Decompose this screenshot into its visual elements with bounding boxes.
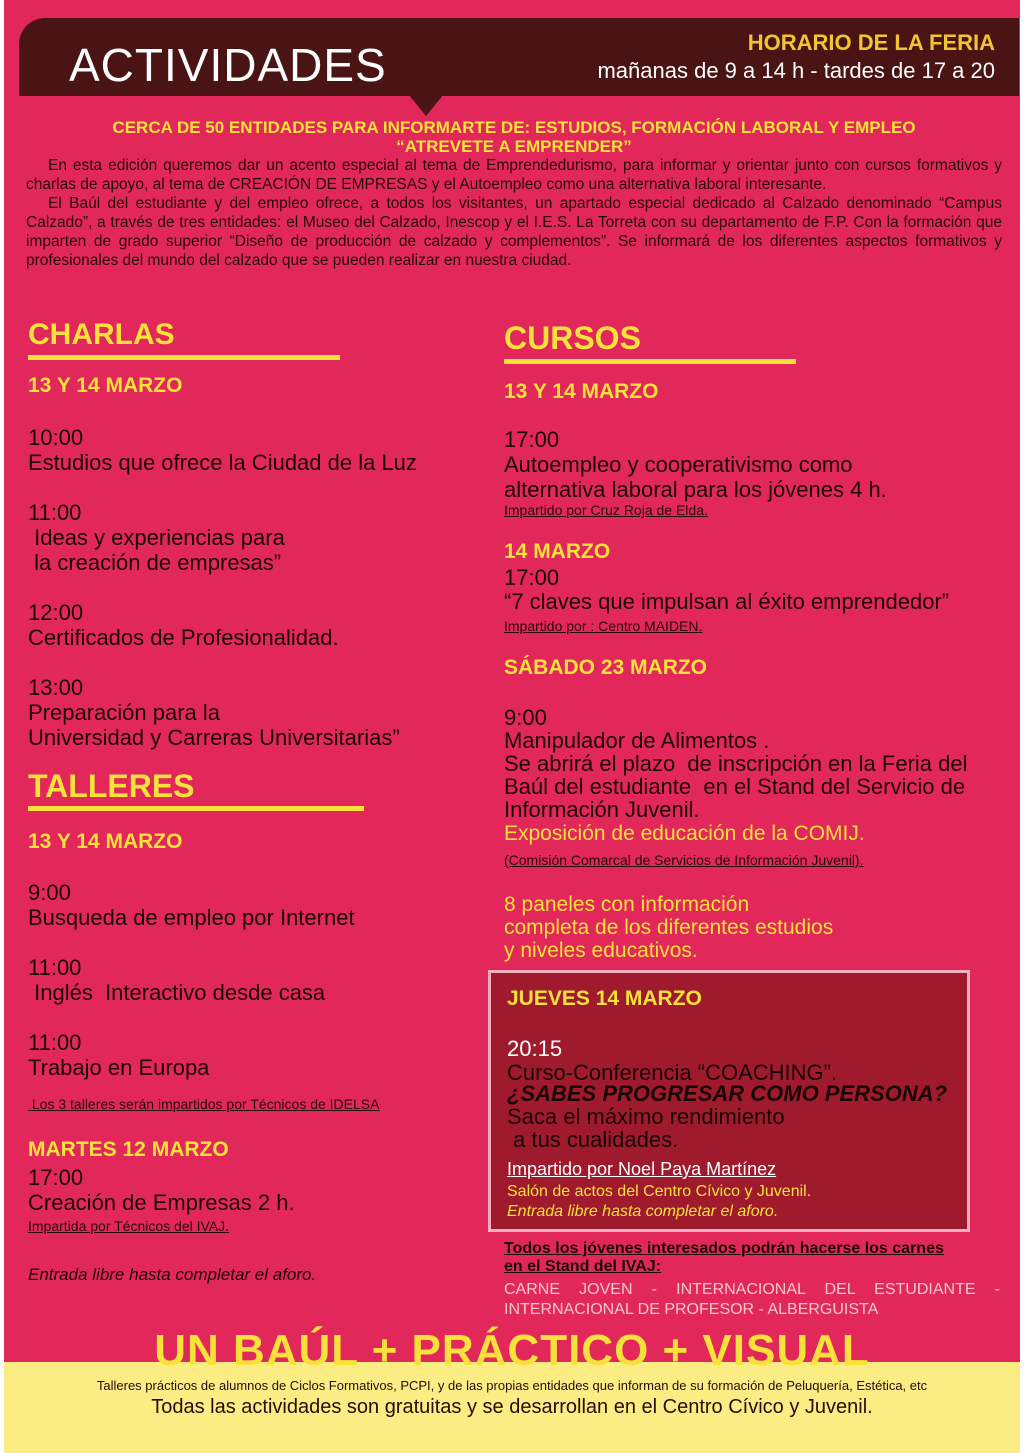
taller-text-3: Trabajo en Europa (28, 1055, 210, 1080)
header-banner (19, 18, 1019, 96)
carnes-list: CARNE JOVEN - INTERNACIONAL DEL ESTUDIANTE - INTERNACIONAL DE PROFESOR - ALBERGUISTA (504, 1281, 1000, 1318)
curso-note-1: Impartido por Cruz Roja de Elda. (504, 502, 708, 518)
box-salon: Salón de actos del Centro Cívico y Juvenil. (507, 1183, 812, 1200)
footer-line-2: Todas las actividades son gratuitas y se desarrollan en el Centro Cívico y Juvenil. (151, 1396, 873, 1418)
charla-time-3: 12:00 (28, 600, 84, 625)
charlas-title: CHARLAS (28, 318, 175, 351)
charla-time-4: 13:00 (28, 675, 84, 700)
curso-note-2: Impartido por : Centro MAIDEN. (504, 618, 703, 634)
curso-text-1: Autoempleo y cooperativismo como alternativa laboral para los jóvenes 4 h. (504, 452, 887, 502)
comij-note-dot: . (859, 852, 864, 868)
charla-time-2: 11:00 (28, 500, 82, 525)
charla-text-2: Ideas y experiencias para la creación de empresas” (34, 525, 285, 575)
comij-exposicion: Exposición de educación de la COMIJ. (504, 822, 865, 845)
intro-block (26, 118, 1002, 270)
curso-time-3: 9:00 (504, 705, 547, 730)
box-time: 20:15 (507, 1036, 563, 1061)
charlas-date: 13 Y 14 MARZO (28, 374, 183, 397)
intro-slogan: “ATREVETE A EMPRENDER” (396, 137, 632, 156)
curso-time-2: 17:00 (504, 565, 560, 590)
charla-text-4: Preparación para la Universidad y Carreras Universitarias” (28, 700, 400, 750)
martes-date-initial: M (28, 1138, 46, 1161)
carnes-title-1: Todos los jóvenes interesados podrán hacerse los carnes (504, 1240, 944, 1257)
speech-pointer (408, 94, 444, 116)
cursos-title: CURSOS (504, 320, 641, 356)
cursos-rule (504, 359, 796, 364)
carnes-title-2: en el Stand del IVAJ: (504, 1258, 662, 1275)
taller-text-2: Inglés Interactivo desde casa (28, 980, 326, 1005)
martes-time: 17:00 (28, 1165, 84, 1190)
curso-time-1: 17:00 (504, 427, 560, 452)
talleres-entrada: Entrada libre hasta completar el aforo. (28, 1265, 317, 1284)
charla-time-1: 10:00 (28, 425, 84, 450)
talleres-rule (28, 806, 364, 811)
charlas-rule (28, 355, 340, 360)
coaching-box (488, 970, 970, 1232)
cursos-date-2: 14 MARZO (504, 540, 611, 563)
box-date: JUEVES 14 MARZO (507, 987, 702, 1010)
comij-note-text: (Comisión Comarcal de Servicios de Información Juvenil) (504, 852, 860, 868)
curso-text-3: Manipulador de Alimentos . Se abrirá el plazo de inscripción en la Feria del Baúl del estudiante en el Stand del Servicio de Información Juvenil. (504, 728, 968, 822)
cursos-date-1: 13 Y 14 MARZO (504, 380, 659, 403)
taller-time-3: 11:00 (28, 1030, 82, 1055)
poster (4, 0, 1020, 1453)
horario-title: HORARIO DE LA FERIA (747, 30, 995, 55)
talleres-title: TALLERES (28, 768, 195, 804)
box-line-1: Curso-Conferencia “COACHING”. (507, 1060, 838, 1085)
talleres-date: 13 Y 14 MARZO (28, 830, 183, 853)
intro-paragraph-1: En esta edición queremos dar un acento especial al tema de Emprendedurismo, para informar y orientar junto con cursos formativos y charlas de apoyo, al tema de CREACIÓN DE EMPRESAS y el Autoempleo como una alternativa laboral interesante. (26, 157, 1002, 193)
talleres-note: Los 3 talleres serán impartidos por Técnicos de IDELSA (28, 1096, 380, 1112)
box-impartido: Impartido por Noel Paya Martínez (507, 1159, 777, 1179)
taller-time-2: 11:00 (28, 955, 82, 980)
intro-paragraph-2: El Baúl del estudiante y del empleo ofrece, a todos los visitantes, un apartado especial dedicado al Calzado denominado “Campus Calzado”, a través de tres entidades: el Museo del Calzado, Inescop y el I.E.S. La Torreta con su departamento de F.P. Con la formación que imparten de grado superior “Diseño de producción de calzado y complementos”. Se informará de los diferentes aspectos formativos y profesionales del mundo del calzado que se pueden realizar en nuestra ciudad. (26, 195, 1002, 269)
page-title: ACTIVIDADES (69, 39, 387, 91)
footer-line-1: Talleres prácticos de alumnos de Ciclos Formativos, PCPI, y de las propias entidades que informan de su formación de Peluquería, Estética, etc (96, 1378, 928, 1393)
intro-headline: CERCA DE 50 ENTIDADES PARA INFORMARTE DE: ESTUDIOS, FORMACIÓN LABORAL Y EMPLEO (112, 118, 916, 137)
martes-text: Creación de Empresas 2 h. (28, 1190, 295, 1215)
charla-text-1: Estudios que ofrece la Ciudad de la Luz (28, 450, 417, 475)
taller-text-1: Busqueda de empleo por Internet (28, 905, 355, 930)
cursos-date-3: SÁBADO 23 MARZO (504, 656, 708, 679)
charla-text-3: Certificados de Profesionalidad. (28, 625, 339, 650)
paneles-text: 8 paneles con información completa de los diferentes estudios y niveles educativos. (504, 893, 834, 962)
box-line-2: ¿SABES PROGRESAR COMO PERSONA? (507, 1081, 948, 1106)
horario-hours: mañanas de 9 a 14 h - tardes de 17 a 20 (597, 58, 995, 83)
taller-time-1: 9:00 (28, 880, 71, 905)
box-entrada: Entrada libre hasta completar el aforo. (507, 1203, 779, 1220)
martes-date-rest: ARTES 12 MARZO (45, 1138, 229, 1161)
box-line-3: Saca el máximo rendimiento a tus cualidades. (507, 1104, 785, 1152)
martes-note: Impartida por Técnicos del IVAJ. (28, 1218, 230, 1234)
footer-slogan: UN BAÚL + PRÁCTICO + VISUAL (154, 1326, 870, 1375)
comij-note (504, 852, 863, 868)
curso-text-2: “7 claves que impulsan al éxito emprendedor” (504, 589, 950, 614)
martes-date (28, 1138, 229, 1162)
